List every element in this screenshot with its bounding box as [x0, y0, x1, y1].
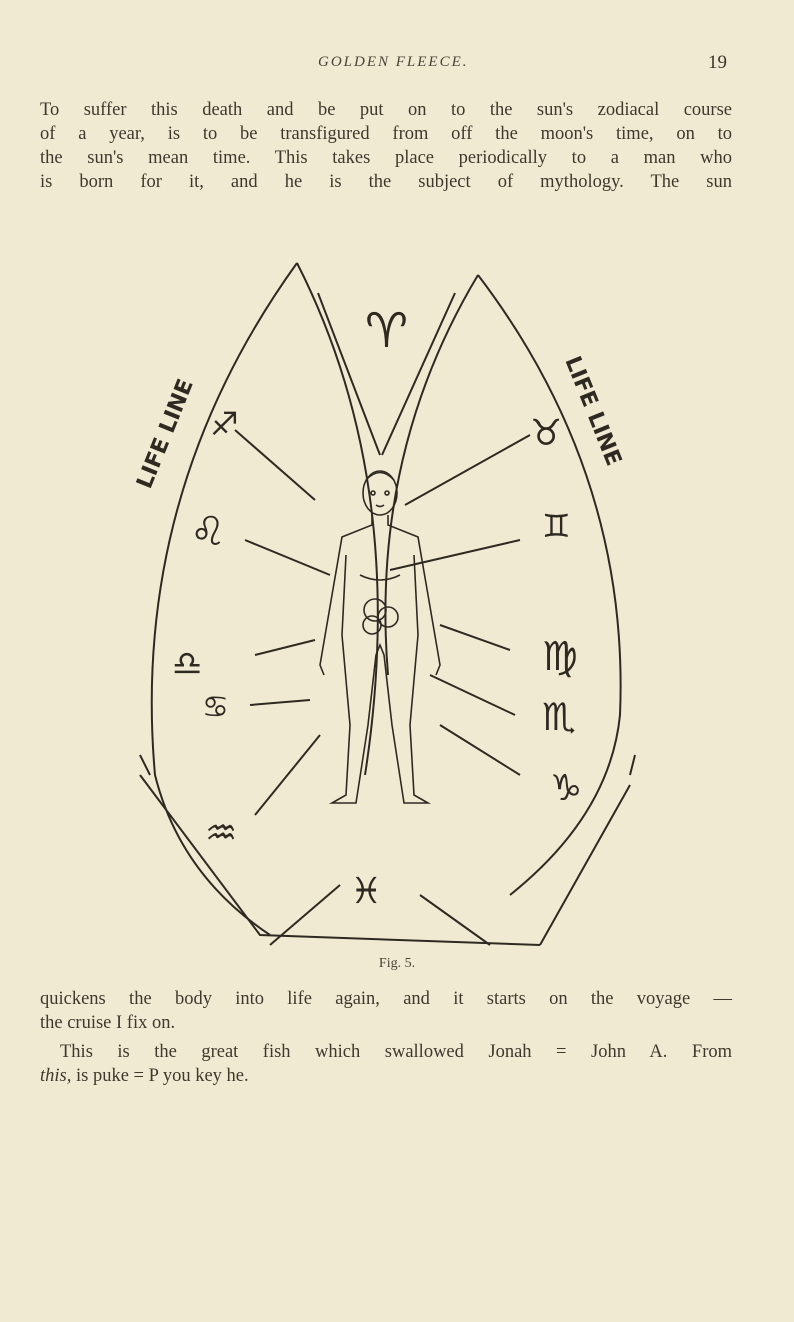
paragraph-top	[40, 98, 732, 194]
paragraph-bottom	[40, 1040, 732, 1088]
taurus-line	[405, 435, 530, 505]
right-life-line-label: LIFE LINE	[559, 352, 626, 470]
sagittarius-upper-sign: ♐	[210, 405, 239, 443]
italic-word: this,	[40, 1066, 72, 1086]
left-life-line-label: LIFE LINE	[132, 375, 199, 493]
page-number: 19	[708, 52, 727, 73]
libra-line	[255, 640, 315, 655]
text-line: To suffer this death and be put on to the sun's zodiacal course	[40, 100, 732, 120]
scorpio-line	[430, 675, 515, 715]
bottom-left-crossing-line	[140, 775, 540, 945]
aquarius-sign: ♒	[205, 813, 238, 854]
text-line: of a year, is to be transfigured from off the moon's time, on to	[40, 124, 732, 144]
aries-sign: ♈	[365, 303, 409, 359]
virgo-line	[440, 625, 510, 650]
text-line: This is the great fish which swallowed Jonah = John A. From	[60, 1042, 732, 1062]
page-header	[0, 52, 794, 82]
figure-drawing	[110, 255, 650, 950]
pisces-sign: ♓	[350, 871, 383, 912]
figure-body	[332, 555, 428, 803]
capricorn-line	[440, 725, 520, 775]
text-line: quickens the body into life again, and it starts on the voyage —	[40, 989, 732, 1009]
text-line: the cruise I fix on.	[40, 1013, 176, 1033]
right-arrow-line	[630, 755, 635, 775]
taurus-sign: ♉	[530, 413, 563, 454]
aquarius-line	[255, 735, 320, 815]
sagittarius-lower-line	[250, 700, 310, 705]
running-title: GOLDEN FLEECE.	[318, 54, 469, 70]
sagittarius-line	[235, 430, 315, 500]
human-figure	[320, 471, 440, 803]
figure-left-arm	[320, 515, 372, 675]
leo-sign: ♌	[190, 509, 226, 555]
virgo-sign: ♍	[542, 634, 578, 680]
gemini-sign: ♊	[542, 507, 571, 545]
text-line: is born for it, and he is the subject of mythology. The sun	[40, 172, 732, 192]
left-arrow-line	[140, 755, 150, 775]
bottom-right-crossing-line	[540, 785, 630, 945]
gemini-line	[390, 540, 520, 570]
figure-right-arm	[388, 515, 440, 675]
text-line: the sun's mean time. This takes place periodically to a man who	[40, 148, 732, 168]
capricorn-sign: ♑	[550, 768, 583, 809]
libra-sign: ♎	[172, 644, 203, 684]
scorpio-sign: ♏	[542, 695, 577, 739]
text-line	[40, 1064, 732, 1088]
cancer-sign: ♋	[202, 690, 229, 725]
zodiac-man-figure	[110, 255, 650, 950]
figure-caption: Fig. 5.	[378, 956, 416, 971]
paragraph-middle	[40, 987, 732, 1035]
text-line-rest: is puke = P you key he.	[71, 1066, 249, 1086]
pisces-right-line	[420, 895, 490, 945]
leo-line	[245, 540, 330, 575]
